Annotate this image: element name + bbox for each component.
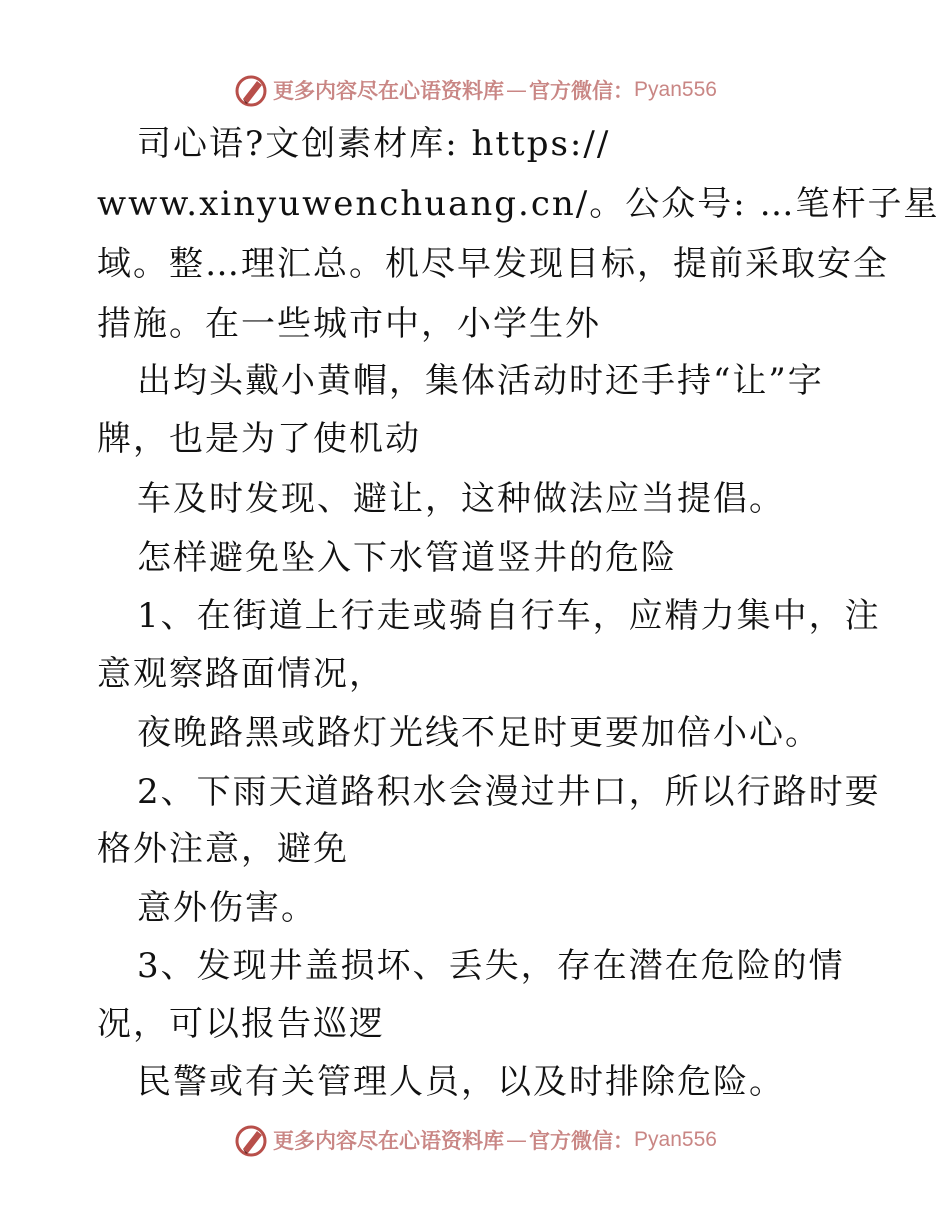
banner-main-text: 更多内容尽在心语资料库 bbox=[273, 1128, 505, 1153]
text-line: 夜晚路黑或路灯光线不足时更要加倍小心。 bbox=[137, 713, 821, 753]
banner-wechat-label: 官方微信： bbox=[529, 78, 635, 103]
text-line: 1、在街道上行走或骑自行车，应精力集中，注 bbox=[137, 596, 881, 636]
text-line: 车及时发现、避让，这种做法应当提倡。 bbox=[137, 479, 785, 519]
text-line: 3、发现井盖损坏、丢失，存在潜在危险的情 bbox=[137, 946, 845, 986]
text-line: 司心语?文创素材库: https:// bbox=[137, 124, 611, 164]
banner-wechat-id: Pyan556 bbox=[634, 1128, 717, 1151]
text-line: 怎样避免坠入下水管道竖井的危险 bbox=[137, 538, 677, 578]
banner-main-text: 更多内容尽在心语资料库 bbox=[273, 78, 505, 103]
banner-wechat-id: Pyan556 bbox=[634, 78, 717, 101]
text-line: 措施。在一些城市中，小学生外 bbox=[97, 304, 601, 344]
text-line: 出均头戴小黄帽，集体活动时还手持“让”字 bbox=[137, 361, 824, 401]
text-line: 民警或有关管理人员，以及时排除危险。 bbox=[137, 1062, 785, 1102]
text-line: 况，可以报告巡逻 bbox=[97, 1004, 385, 1044]
banner-content bbox=[233, 1122, 717, 1158]
banner-wechat-label: 官方微信： bbox=[529, 1128, 635, 1153]
text-line: 格外注意，避免 bbox=[97, 829, 349, 869]
footer-banner bbox=[0, 1118, 950, 1162]
text-line: 意观察路面情况， bbox=[97, 654, 385, 694]
pen-logo-icon bbox=[233, 1122, 269, 1158]
text-line: 牌，也是为了使机动 bbox=[97, 419, 421, 459]
banner-dash: — bbox=[506, 78, 528, 102]
text-line: www.xinyuwenchuang.cn/。公众号: …笔杆子星 bbox=[97, 184, 940, 224]
text-line: 意外伤害。 bbox=[137, 888, 317, 928]
text-line: 2、下雨天道路积水会漫过井口，所以行路时要 bbox=[137, 772, 881, 812]
banner-dash: — bbox=[506, 1128, 528, 1152]
text-line: 域。整…理汇总。机尽早发现目标，提前采取安全 bbox=[97, 244, 889, 284]
